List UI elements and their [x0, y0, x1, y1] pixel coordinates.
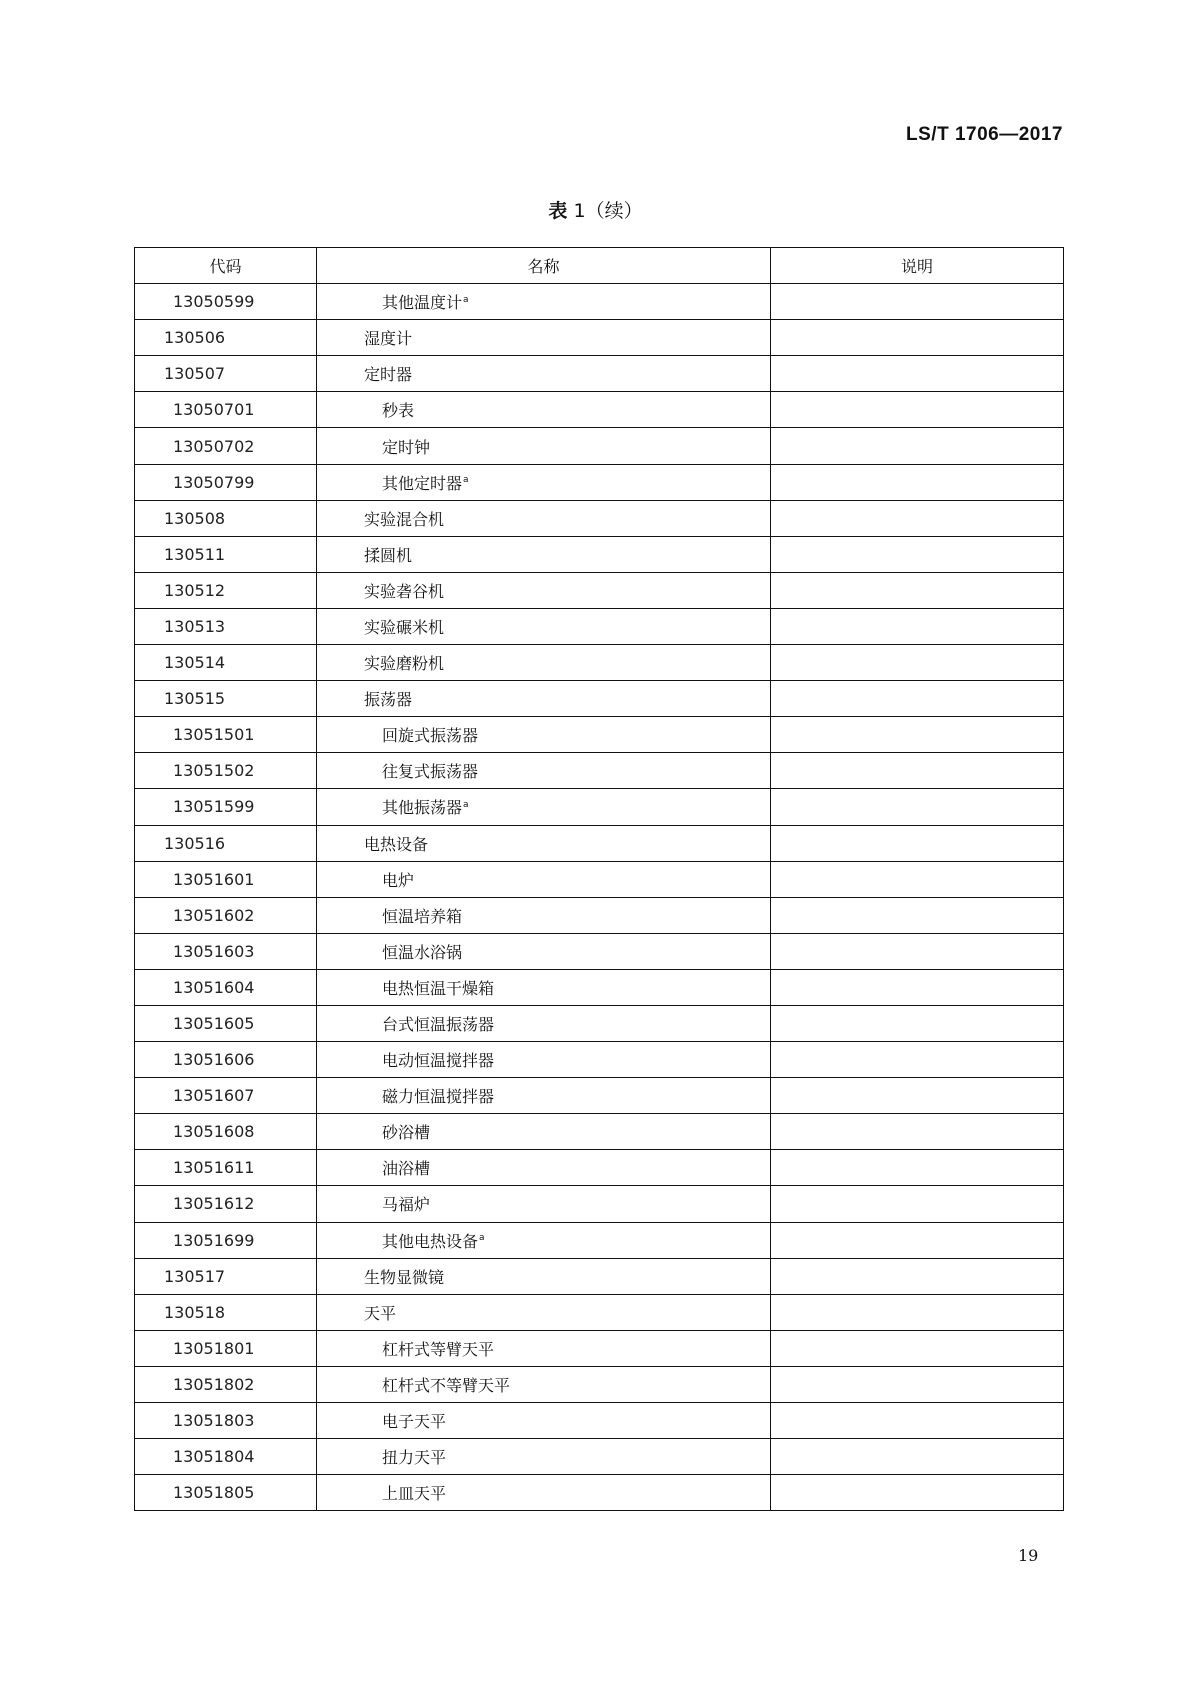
code-cell: 13051699 [135, 1222, 317, 1258]
description-cell [771, 933, 1064, 969]
table-row [135, 1403, 1064, 1439]
name-cell [317, 572, 771, 608]
table-row [135, 681, 1064, 717]
name-text: 实验碾米机 [364, 617, 445, 637]
name-cell [317, 356, 771, 392]
description-cell [771, 608, 1064, 644]
table-row [135, 1294, 1064, 1330]
description-cell [771, 717, 1064, 753]
table-row [135, 284, 1064, 320]
name-text: 其他定时器 [382, 473, 463, 493]
name-text: 马福炉 [382, 1195, 431, 1215]
code-cell: 130507 [135, 356, 317, 392]
code-cell: 13050599 [135, 284, 317, 320]
table-body [135, 284, 1064, 1511]
code-cell: 130515 [135, 681, 317, 717]
name-cell [317, 897, 771, 933]
name-text: 天平 [364, 1303, 397, 1323]
description-cell [771, 1150, 1064, 1186]
name-text: 杠杆式不等臂天平 [382, 1375, 511, 1395]
description-cell [771, 681, 1064, 717]
table-row [135, 717, 1064, 753]
code-cell: 13051605 [135, 1005, 317, 1041]
code-cell: 13051602 [135, 897, 317, 933]
description-cell [771, 861, 1064, 897]
name-cell [317, 1078, 771, 1114]
name-cell [317, 1222, 771, 1258]
name-text: 电动恒温搅拌器 [382, 1051, 495, 1071]
code-cell: 13051801 [135, 1330, 317, 1366]
table-row [135, 1439, 1064, 1475]
table-caption-continued: （续） [585, 200, 643, 222]
description-cell [771, 572, 1064, 608]
code-cell: 13051611 [135, 1150, 317, 1186]
name-text: 实验磨粉机 [364, 654, 445, 674]
code-cell: 13051599 [135, 789, 317, 825]
code-cell: 13050702 [135, 428, 317, 464]
name-text: 扭力天平 [382, 1448, 447, 1468]
table-row [135, 933, 1064, 969]
page-number: 19 [1018, 1546, 1039, 1565]
code-cell: 13051804 [135, 1439, 317, 1475]
name-cell [317, 1114, 771, 1150]
table-row [135, 1078, 1064, 1114]
name-cell [317, 1439, 771, 1475]
name-text: 其他振荡器 [382, 798, 463, 818]
column-header-name: 名称 [317, 248, 771, 284]
name-text: 恒温培养箱 [382, 906, 463, 926]
name-text: 杠杆式等臂天平 [382, 1339, 495, 1359]
table-row [135, 897, 1064, 933]
code-cell: 13051603 [135, 933, 317, 969]
code-cell: 130518 [135, 1294, 317, 1330]
table-row [135, 1150, 1064, 1186]
description-cell [771, 1258, 1064, 1294]
description-cell [771, 1330, 1064, 1366]
description-cell [771, 1403, 1064, 1439]
table-row [135, 969, 1064, 1005]
table-row [135, 608, 1064, 644]
description-cell [771, 1439, 1064, 1475]
description-cell [771, 1114, 1064, 1150]
table-row [135, 428, 1064, 464]
description-cell [771, 284, 1064, 320]
table-caption-number: 1 [573, 200, 586, 222]
description-cell [771, 1222, 1064, 1258]
footnote-marker: a [479, 1233, 485, 1244]
description-cell [771, 645, 1064, 681]
name-text: 砂浴槽 [382, 1123, 431, 1143]
name-cell [317, 1475, 771, 1511]
column-header-code: 代码 [135, 248, 317, 284]
table-row [135, 1475, 1064, 1511]
name-cell [317, 1403, 771, 1439]
name-text: 回旋式振荡器 [382, 726, 479, 746]
name-text: 揉圆机 [364, 545, 413, 565]
description-cell [771, 1294, 1064, 1330]
code-cell: 130517 [135, 1258, 317, 1294]
table-row [135, 825, 1064, 861]
name-cell [317, 1005, 771, 1041]
code-cell: 13050799 [135, 464, 317, 500]
name-text: 台式恒温振荡器 [382, 1015, 495, 1035]
table-row [135, 753, 1064, 789]
name-text: 油浴槽 [382, 1159, 431, 1179]
name-text: 电子天平 [382, 1412, 447, 1432]
description-cell [771, 1042, 1064, 1078]
name-cell [317, 608, 771, 644]
description-cell [771, 428, 1064, 464]
description-cell [771, 789, 1064, 825]
description-cell [771, 320, 1064, 356]
code-cell: 130506 [135, 320, 317, 356]
name-cell [317, 1042, 771, 1078]
code-cell: 130513 [135, 608, 317, 644]
name-text: 定时钟 [382, 437, 431, 457]
table-row [135, 1186, 1064, 1222]
code-cell: 13051608 [135, 1114, 317, 1150]
code-cell: 130508 [135, 500, 317, 536]
table-row [135, 1366, 1064, 1402]
name-text: 生物显微镜 [364, 1267, 445, 1287]
name-text: 秒表 [382, 401, 415, 421]
name-text: 振荡器 [364, 690, 413, 710]
name-cell [317, 717, 771, 753]
footnote-marker: a [463, 294, 469, 305]
name-cell [317, 392, 771, 428]
name-cell [317, 825, 771, 861]
name-cell [317, 933, 771, 969]
description-cell [771, 1186, 1064, 1222]
table-row [135, 1114, 1064, 1150]
description-cell [771, 1078, 1064, 1114]
code-cell: 13051803 [135, 1403, 317, 1439]
table-row [135, 572, 1064, 608]
name-text: 上皿天平 [382, 1484, 447, 1504]
name-cell [317, 536, 771, 572]
code-cell: 130514 [135, 645, 317, 681]
table-row [135, 789, 1064, 825]
description-cell [771, 392, 1064, 428]
code-cell: 13051606 [135, 1042, 317, 1078]
name-cell [317, 320, 771, 356]
name-text: 恒温水浴锅 [382, 942, 463, 962]
description-cell [771, 1005, 1064, 1041]
description-cell [771, 1366, 1064, 1402]
table-caption [0, 196, 1191, 223]
table-row [135, 392, 1064, 428]
description-cell [771, 500, 1064, 536]
name-cell [317, 681, 771, 717]
description-cell [771, 897, 1064, 933]
description-cell [771, 969, 1064, 1005]
code-cell: 13051612 [135, 1186, 317, 1222]
code-cell: 13051802 [135, 1366, 317, 1402]
name-cell [317, 1150, 771, 1186]
table-row [135, 1222, 1064, 1258]
name-text: 湿度计 [364, 329, 413, 349]
description-cell [771, 1475, 1064, 1511]
name-cell [317, 1294, 771, 1330]
name-cell [317, 861, 771, 897]
table-row [135, 536, 1064, 572]
description-cell [771, 825, 1064, 861]
code-cell: 130511 [135, 536, 317, 572]
description-cell [771, 536, 1064, 572]
table-row [135, 320, 1064, 356]
name-cell [317, 1186, 771, 1222]
description-cell [771, 356, 1064, 392]
name-cell [317, 1258, 771, 1294]
column-header-description: 说明 [771, 248, 1064, 284]
code-cell: 13051501 [135, 717, 317, 753]
code-cell: 13051607 [135, 1078, 317, 1114]
code-cell: 13051604 [135, 969, 317, 1005]
name-text: 定时器 [364, 365, 413, 385]
name-text: 往复式振荡器 [382, 762, 479, 782]
name-text: 其他电热设备 [382, 1231, 479, 1251]
table-row [135, 464, 1064, 500]
table-row [135, 645, 1064, 681]
name-cell [317, 500, 771, 536]
table-row [135, 1042, 1064, 1078]
table-row [135, 500, 1064, 536]
classification-table [134, 247, 1064, 1511]
footnote-marker: a [463, 475, 469, 486]
table-caption-label: 表 [548, 200, 568, 222]
table-row [135, 1330, 1064, 1366]
standard-number: LS/T 1706—2017 [906, 124, 1063, 145]
table-row [135, 1005, 1064, 1041]
name-cell [317, 1330, 771, 1366]
name-text: 磁力恒温搅拌器 [382, 1087, 495, 1107]
name-cell [317, 789, 771, 825]
table-row [135, 356, 1064, 392]
code-cell: 130516 [135, 825, 317, 861]
name-cell [317, 753, 771, 789]
name-text: 电热设备 [364, 834, 429, 854]
code-cell: 13051601 [135, 861, 317, 897]
description-cell [771, 464, 1064, 500]
table-row [135, 861, 1064, 897]
name-text: 电炉 [382, 870, 415, 890]
name-text: 实验混合机 [364, 509, 445, 529]
name-text: 其他温度计 [382, 293, 463, 313]
name-cell [317, 645, 771, 681]
name-cell [317, 1366, 771, 1402]
name-text: 电热恒温干燥箱 [382, 978, 495, 998]
code-cell: 13050701 [135, 392, 317, 428]
table-row [135, 1258, 1064, 1294]
table-header-row [135, 248, 1064, 284]
footnote-marker: a [463, 800, 469, 811]
name-cell [317, 428, 771, 464]
description-cell [771, 753, 1064, 789]
name-cell [317, 284, 771, 320]
code-cell: 13051805 [135, 1475, 317, 1511]
name-text: 实验砻谷机 [364, 581, 445, 601]
code-cell: 13051502 [135, 753, 317, 789]
code-cell: 130512 [135, 572, 317, 608]
name-cell [317, 969, 771, 1005]
name-cell [317, 464, 771, 500]
